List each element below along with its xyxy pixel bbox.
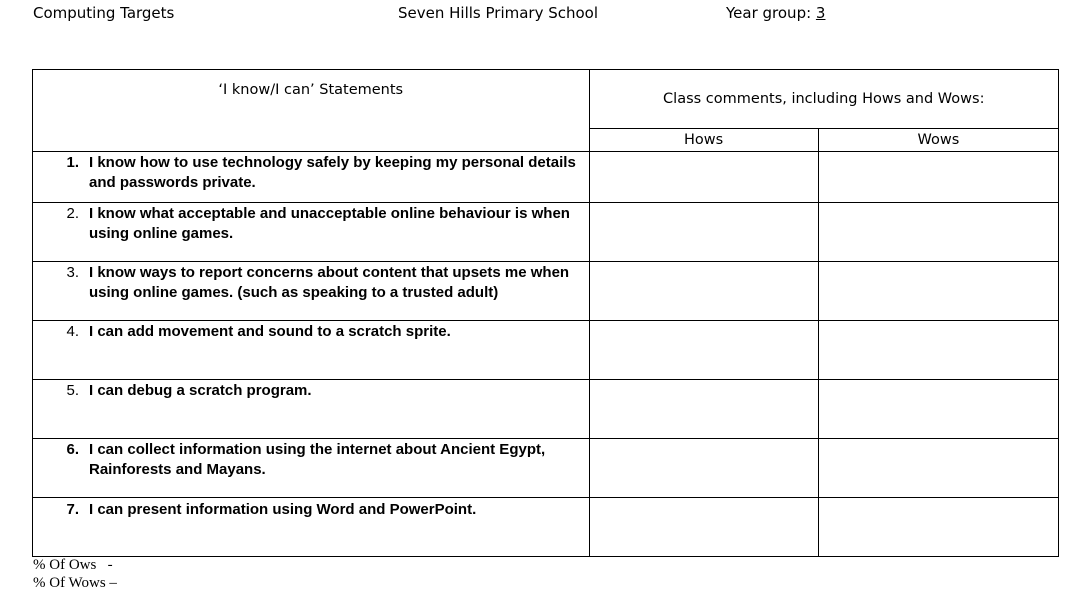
statement-number: 5. [66, 382, 79, 399]
statement-cell [33, 498, 590, 557]
hows-cell[interactable] [589, 439, 818, 498]
wows-cell[interactable] [818, 321, 1058, 380]
statement-cell [33, 203, 590, 262]
statement-text: I can add movement and sound to a scratch sprite. [89, 323, 451, 340]
statement-cell [33, 380, 590, 439]
statement-number: 2. [66, 205, 79, 222]
document-title: Computing Targets [33, 4, 175, 22]
statement-number: 7. [66, 501, 79, 518]
comments-heading: Class comments, including Hows and Wows: [589, 70, 1058, 129]
ows-percentage-line: % Of Ows - [33, 557, 113, 573]
wows-percentage-line: % Of Wows – [33, 575, 117, 591]
statement-cell [33, 439, 590, 498]
statement-cell [33, 321, 590, 380]
statement-text: I know ways to report concerns about content that upsets me when using online games. (such as speaking to a trusted adult) [89, 264, 570, 301]
table-row [33, 321, 1059, 380]
statement-text: I know what acceptable and unacceptable online behaviour is when using online games. [89, 205, 570, 242]
hows-cell[interactable] [589, 498, 818, 557]
table-row [33, 152, 1059, 203]
hows-cell[interactable] [589, 321, 818, 380]
statement-number: 6. [66, 441, 79, 458]
statement-number: 3. [66, 264, 79, 281]
year-group-label: Year group: [726, 4, 816, 22]
year-group [726, 4, 825, 22]
statements-heading: ‘I know/I can’ Statements [33, 70, 590, 152]
wows-cell[interactable] [818, 203, 1058, 262]
wows-cell[interactable] [818, 439, 1058, 498]
wows-cell[interactable] [818, 152, 1058, 203]
wows-heading: Wows [818, 129, 1058, 152]
wows-cell[interactable] [818, 380, 1058, 439]
statement-cell [33, 262, 590, 321]
targets-table [32, 69, 1059, 557]
statement-text: I can collect information using the internet about Ancient Egypt, Rainforests and Mayans. [89, 441, 546, 478]
statement-text: I know how to use technology safely by keeping my personal details and passwords private. [89, 154, 576, 191]
table-row [33, 439, 1059, 498]
hows-cell[interactable] [589, 262, 818, 321]
table-row [33, 262, 1059, 321]
table-row [33, 380, 1059, 439]
statement-cell [33, 152, 590, 203]
school-name: Seven Hills Primary School [398, 4, 599, 22]
statement-number: 4. [66, 323, 79, 340]
wows-cell[interactable] [818, 498, 1058, 557]
wows-cell[interactable] [818, 262, 1058, 321]
hows-cell[interactable] [589, 152, 818, 203]
hows-heading: Hows [589, 129, 818, 152]
hows-cell[interactable] [589, 203, 818, 262]
statement-text: I can present information using Word and PowerPoint. [89, 501, 477, 518]
statement-text: I can debug a scratch program. [89, 382, 312, 399]
hows-cell[interactable] [589, 380, 818, 439]
year-group-value: 3 [815, 4, 826, 22]
statement-number: 1. [66, 154, 79, 171]
table-row [33, 203, 1059, 262]
table-row [33, 498, 1059, 557]
